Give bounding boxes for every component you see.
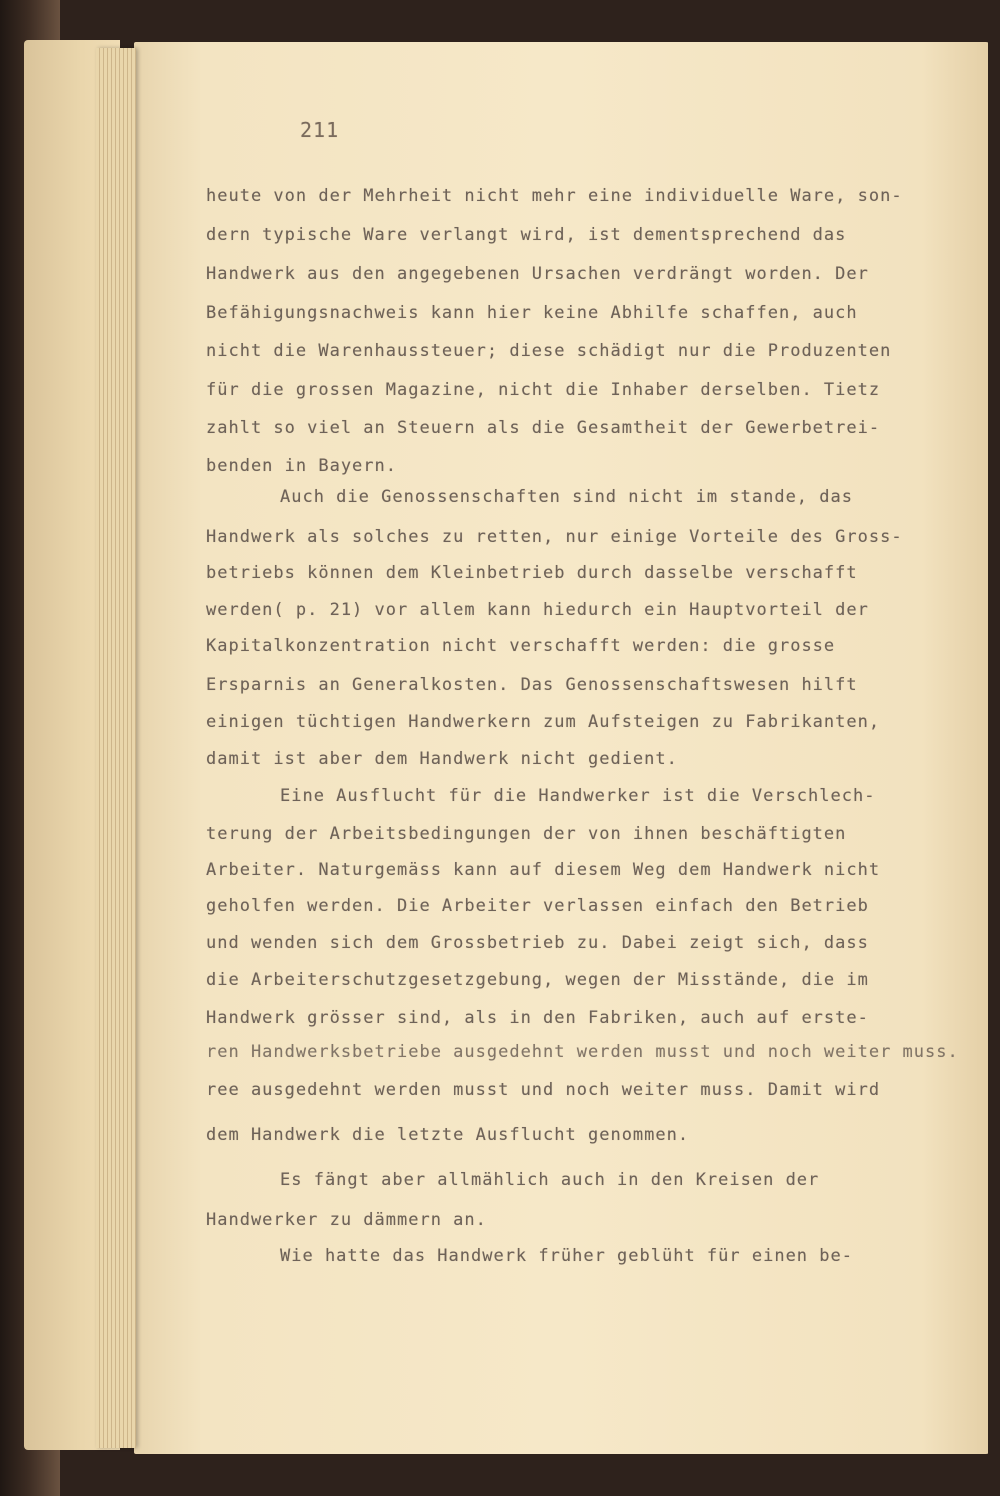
text-line: nicht die Warenhaussteuer; diese schädigt nur die Produzenten [206, 341, 892, 361]
text-line: werden( p. 21) vor allem kann hiedurch ein Hauptvorteil der [206, 600, 869, 620]
text-line: dern typische Ware verlangt wird, ist dementsprechend das [206, 225, 847, 245]
text-line: Handwerk aus den angegebenen Ursachen verdrängt worden. Der [206, 264, 869, 284]
text-line: Arbeiter. Naturgemäss kann auf diesem Weg dem Handwerk nicht [206, 860, 881, 880]
text-line: Ersparnis an Generalkosten. Das Genossenschaftswesen hilft [206, 675, 858, 695]
text-line: benden in Bayern. [206, 456, 397, 476]
page-number: 211 [300, 118, 340, 142]
text-line: Befähigungsnachweis kann hier keine Abhilfe schaffen, auch [206, 303, 858, 323]
text-line: Wie hatte das Handwerk früher geblüht für einen be- [280, 1246, 853, 1266]
text-line: Auch die Genossenschaften sind nicht im stande, das [280, 487, 853, 507]
text-line: heute von der Mehrheit nicht mehr eine individuelle Ware, son- [206, 186, 903, 206]
text-line: und wenden sich dem Grossbetrieb zu. Dabei zeigt sich, dass [206, 933, 869, 953]
text-line: geholfen werden. Die Arbeiter verlassen einfach den Betrieb [206, 896, 869, 916]
text-line: einigen tüchtigen Handwerkern zum Aufsteigen zu Fabrikanten, [206, 712, 881, 732]
text-line: Handwerk grösser sind, als in den Fabriken, auch auf erste- [206, 1008, 869, 1028]
text-line: Handwerker zu dämmern an. [206, 1210, 487, 1230]
text-line: für die grossen Magazine, nicht die Inhaber derselben. Tietz [206, 380, 881, 400]
text-line: dem Handwerk die letzte Ausflucht genommen. [206, 1125, 690, 1145]
page-edges [96, 48, 136, 1448]
document-page [134, 42, 990, 1454]
text-line: zahlt so viel an Steuern als die Gesamtheit der Gewerbetrei- [206, 418, 881, 438]
text-line: Handwerk als solches zu retten, nur einige Vorteile des Gross- [206, 527, 903, 547]
text-line-overstruck: ren Handwerksbetriebe ausgedehnt werden musst und noch weiter muss. [206, 1042, 959, 1062]
text-line: Eine Ausflucht für die Handwerker ist die Verschlech- [280, 786, 876, 806]
text-line: betriebs können dem Kleinbetrieb durch dasselbe verschafft [206, 563, 858, 583]
text-line: Es fängt aber allmählich auch in den Kreisen der [280, 1170, 820, 1190]
text-line: die Arbeiterschutzgesetzgebung, wegen der Misstände, die im [206, 970, 869, 990]
text-line: damit ist aber dem Handwerk nicht gedient. [206, 749, 678, 769]
scan-border [988, 0, 1000, 1496]
text-line: terung der Arbeitsbedingungen der von ihnen beschäftigten [206, 824, 847, 844]
text-line: Kapitalkonzentration nicht verschafft werden: die grosse [206, 636, 836, 656]
text-line: ree ausgedehnt werden musst und noch weiter muss. Damit wird [206, 1080, 881, 1100]
